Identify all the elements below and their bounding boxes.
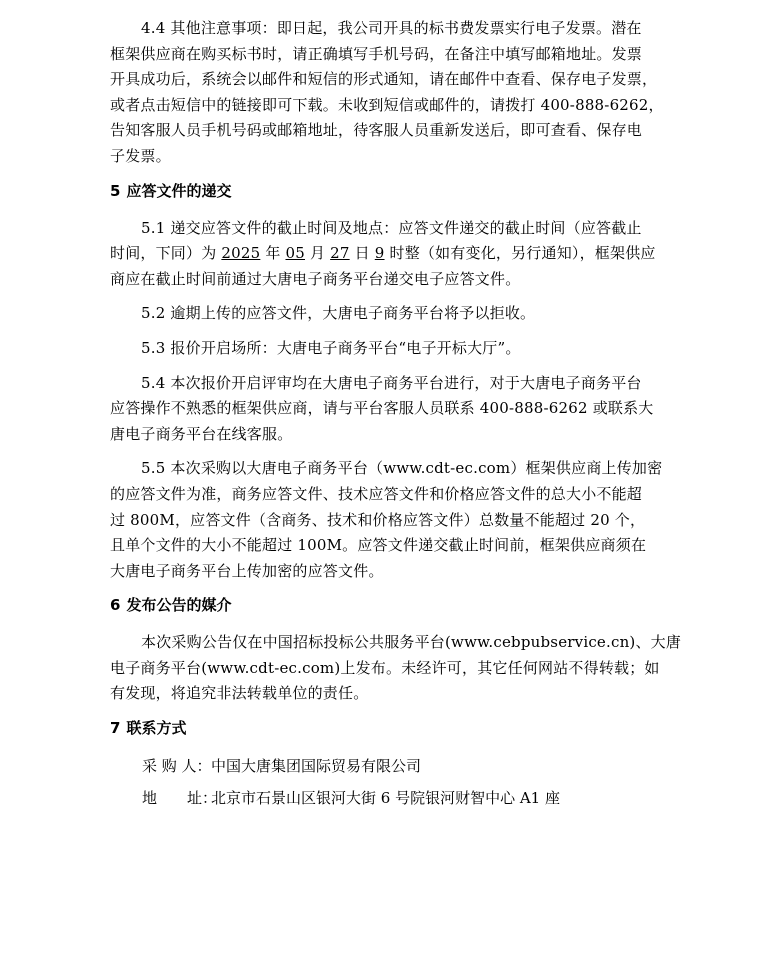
text-line: 应答操作不熟悉的框架供应商，请与平台客服人员联系 400-888-6262 或联系大	[110, 399, 654, 418]
text-line: 告知客服人员手机号码或邮箱地址，待客服人员重新发送后，即可查看、保存电	[110, 121, 643, 140]
heading-title: 应答文件的递交	[126, 181, 232, 200]
heading-number: 6	[110, 596, 121, 615]
text-line: 5.1 递交应答文件的截止时间及地点：应答文件递交的截止时间（应答截止	[141, 218, 642, 237]
heading-number: 7	[110, 719, 121, 738]
text-line: 4.4 其他注意事项：即日起，我公司开具的标书费发票实行电子发票。潜在	[141, 19, 642, 37]
text-line: 5.2 逾期上传的应答文件，大唐电子商务平台将予以拒收。	[141, 304, 536, 323]
text-line: 5.4 本次报价开启评审均在大唐电子商务平台进行，对于大唐电子商务平台	[141, 373, 642, 392]
text-line: 过 800M，应答文件（含商务、技术和价格应答文件）总数量不能超过 20 个，	[110, 510, 646, 529]
text-line: 大唐电子商务平台上传加密的应答文件。	[110, 561, 384, 580]
section-heading-5	[110, 179, 707, 204]
text-line: 5.3 报价开启场所：大唐电子商务平台“电子开标大厅”。	[141, 338, 521, 357]
text-line: 子发票。	[110, 146, 171, 165]
heading-title: 联系方式	[126, 719, 187, 738]
contact-value: 北京市石景山区银河大街 6 号院银河财智中心 A1 座	[211, 789, 560, 808]
contact-label: 地 址：	[142, 789, 218, 808]
paragraph-6	[110, 630, 707, 707]
paragraph-5-4	[110, 371, 707, 448]
contact-purchaser	[142, 753, 707, 779]
section-heading-7	[110, 716, 707, 741]
paragraph-5-3	[110, 336, 707, 362]
text-line: 商应在截止时间前通过大唐电子商务平台递交电子应答文件。	[110, 269, 521, 288]
section-heading-6	[110, 593, 707, 618]
paragraph-5-2	[110, 301, 707, 327]
text-line: 的应答文件为准，商务应答文件、技术应答文件和价格应答文件的总大小不能超	[110, 484, 643, 503]
contact-label: 采 购 人：	[142, 757, 212, 776]
text-line: 且单个文件的大小不能超过 100M。应答文件递交截止时间前，框架供应商须在	[110, 536, 647, 555]
text-line: 电子商务平台(www.cdt-ec.com)上发布。未经许可，其它任何网站不得转载；如	[110, 658, 660, 677]
paragraph-5-1	[110, 216, 707, 293]
deadline-month: 05	[285, 244, 305, 263]
deadline-day: 27	[330, 244, 350, 263]
text-line: 开具成功后，系统会以邮件和短信的形式通知，请在邮件中查看、保存电子发票，	[110, 70, 658, 89]
text-line: 本次采购公告仅在中国招标投标公共服务平台(www.cebpubservice.cn)、大唐	[141, 633, 682, 652]
text-span: 年	[260, 244, 286, 263]
heading-title: 发布公告的媒介	[126, 596, 232, 615]
text-line: 5.5 本次采购以大唐电子商务平台（www.cdt-ec.com）框架供应商上传加密	[141, 459, 663, 478]
text-line	[110, 241, 707, 267]
text-span: 时整（如有变化，另行通知），框架供应	[384, 244, 656, 263]
paragraph-4-4	[110, 16, 707, 170]
text-span: 月	[305, 244, 331, 263]
text-span: 日	[349, 244, 375, 263]
heading-number: 5	[110, 181, 121, 200]
text-line: 唐电子商务平台在线客服。	[110, 424, 293, 443]
text-line: 或者点击短信中的链接即可下载。未收到短信或邮件的，请拨打 400-888-6262，	[110, 95, 664, 114]
paragraph-5-5	[110, 456, 707, 584]
deadline-hour: 9	[374, 244, 385, 263]
text-span: 时间，下同）为	[110, 244, 222, 263]
contact-address	[142, 785, 707, 811]
text-line: 框架供应商在购买标书时，请正确填写手机号码，在备注中填写邮箱地址。发票	[110, 44, 643, 63]
text-line: 有发现，将追究非法转载单位的责任。	[110, 684, 369, 703]
contact-value: 中国大唐集团国际贸易有限公司	[211, 757, 422, 776]
deadline-year: 2025	[221, 244, 261, 263]
